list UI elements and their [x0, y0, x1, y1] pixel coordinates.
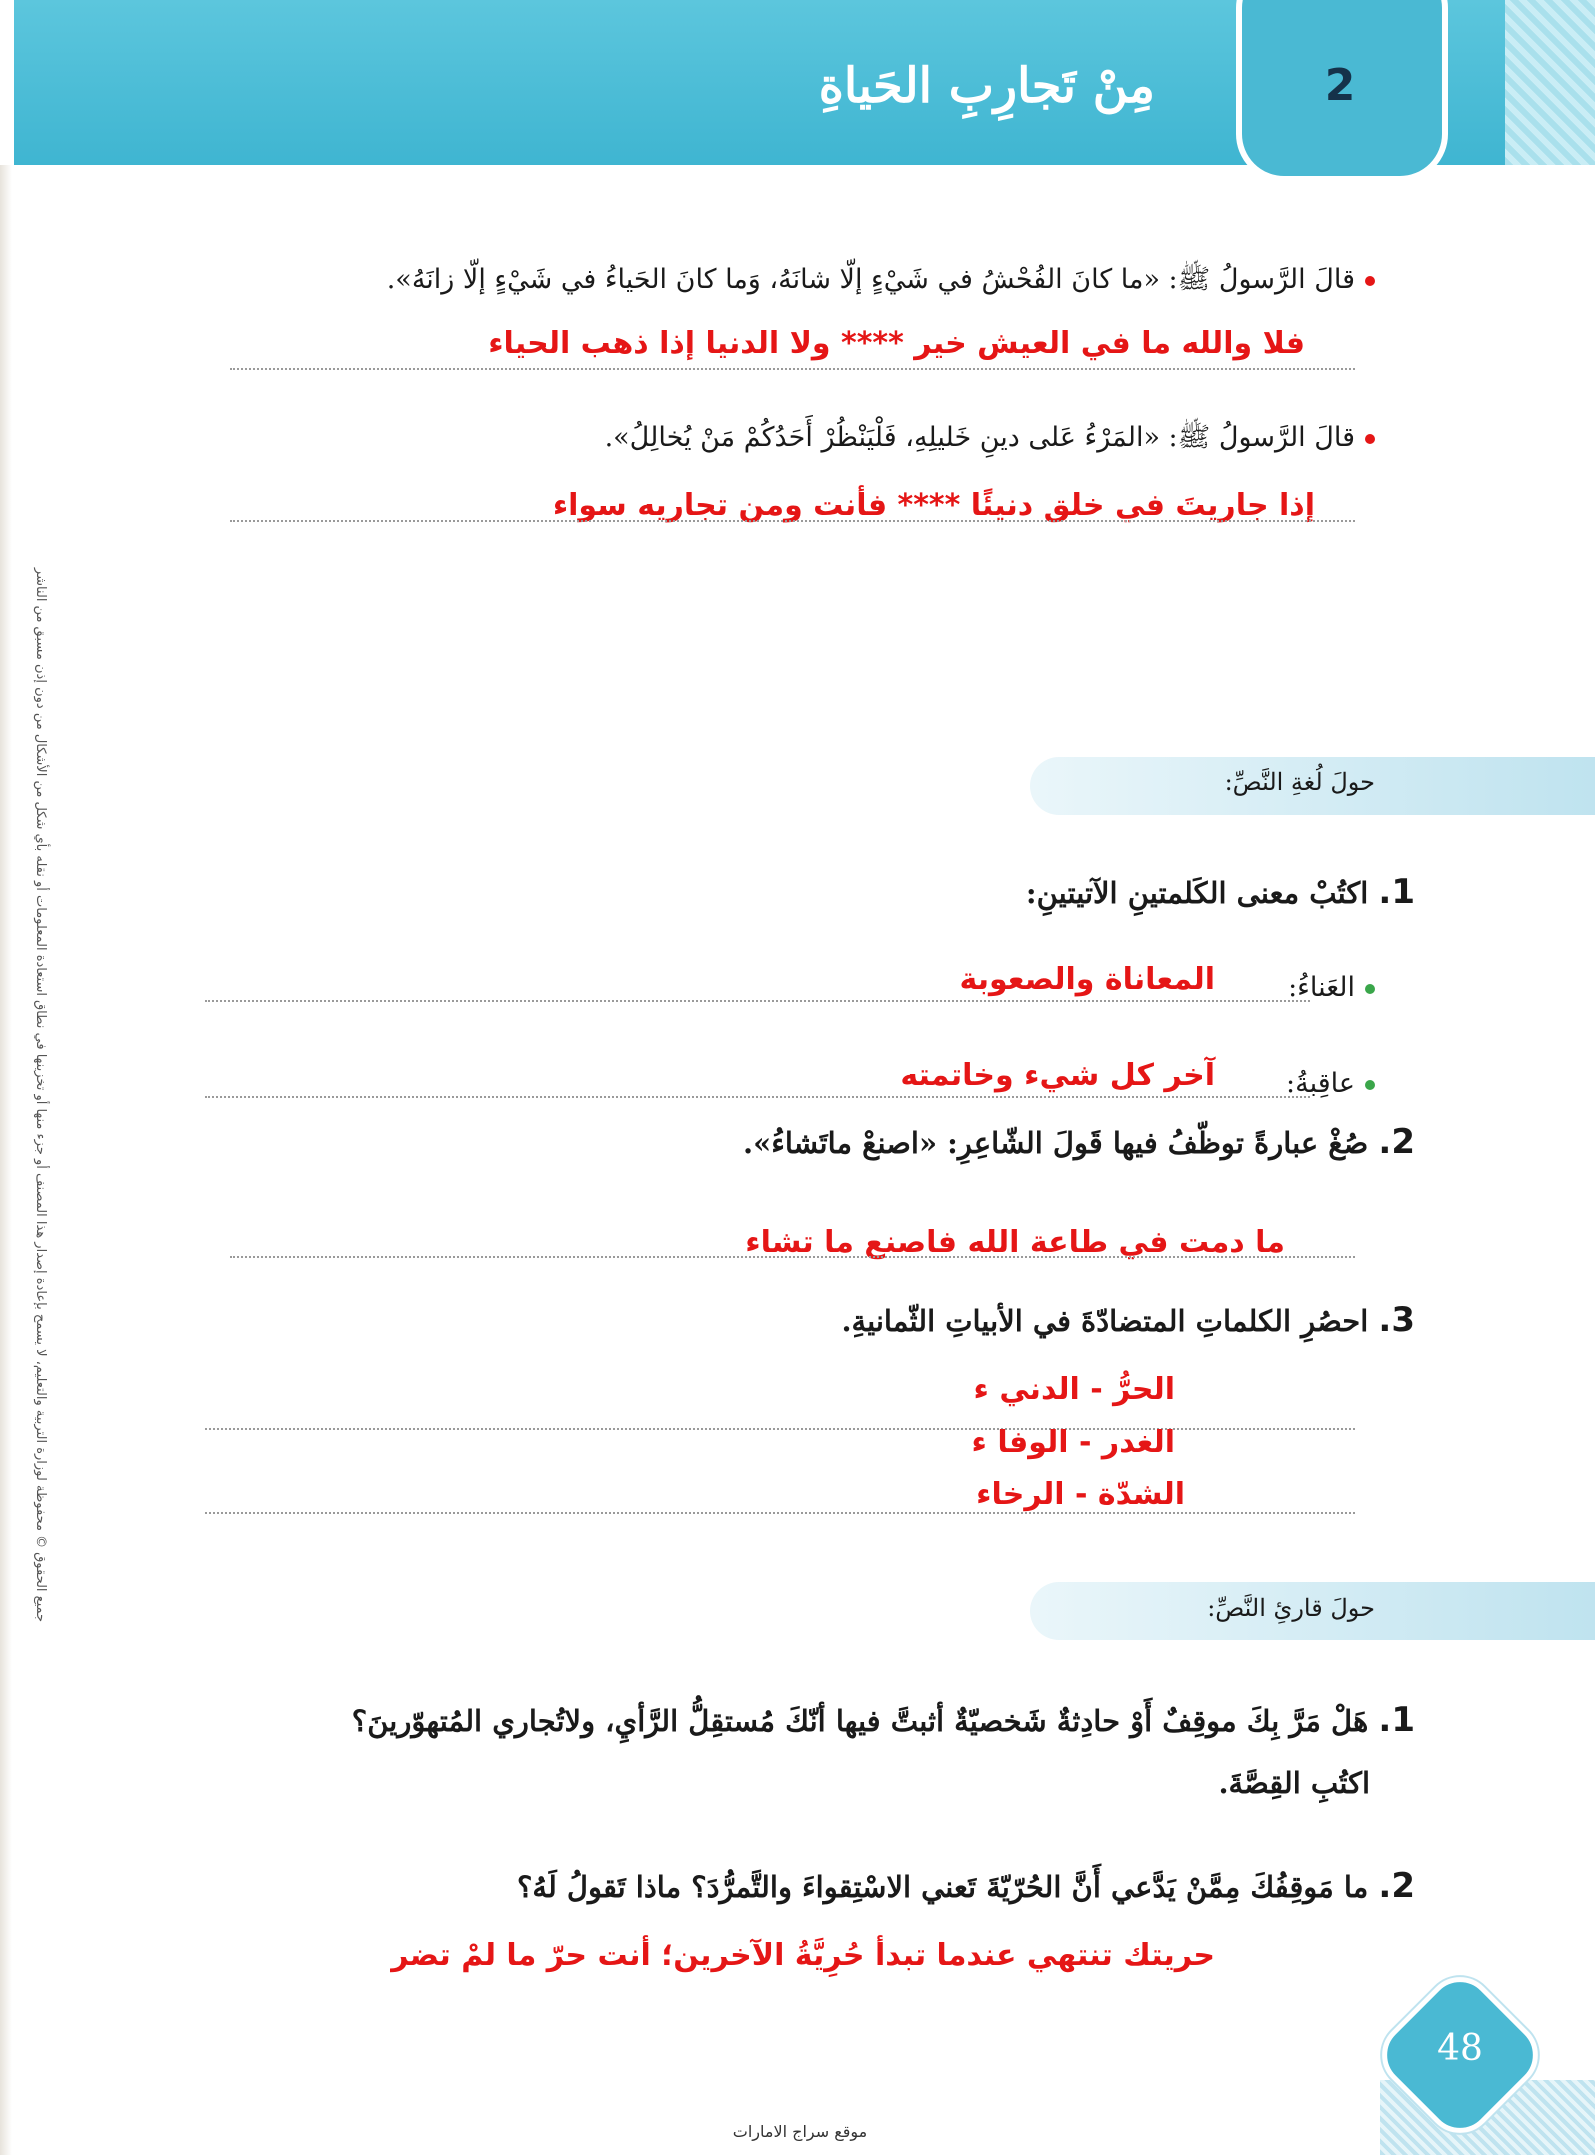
answer-line	[230, 368, 1355, 370]
bullet-icon	[1365, 1080, 1375, 1090]
copyright-note: جميع الحقوق © محفوظة لوزارة التربية والتعليم، لا يسمح بإعادة إصدار هذا المصنف أو جزء منها أو تخزينها في نطاق استعادة المعلومات أو نقله بأي شكل من الأشكال من دون إذن مسبق من الناشر	[33, 567, 48, 1623]
answer-line	[205, 1512, 1355, 1514]
reader-question-2	[517, 1866, 1415, 1906]
question-text: احصُرِ الكلماتِ المتضادّةَ في الأبياتِ الثّمانيةِ.	[841, 1304, 1369, 1338]
question-text: هَلْ مَرَّ بِكَ موقِفٌ أَوْ حادِثةٌ شَخصيّةٌ أثبتَّ فيها أنّكَ مُستقِلُّ الرَّأيِ، ولاتُجاري المُتهوّرينَ؟	[351, 1704, 1369, 1738]
reader-question-1	[352, 1700, 1415, 1740]
q2-answer: ما دمت في طاعة الله فاصنع ما تشاء	[745, 1225, 1285, 1260]
reader-q2-answer: حريتك تنتهي عندما تبدأ حُرِيَّةُ الآخرين؛ أنت حرّ ما لمْ تضر	[391, 1938, 1215, 1973]
answer-line	[205, 1428, 1355, 1430]
page-edge	[0, 165, 12, 2155]
question-2	[743, 1122, 1415, 1162]
question-number: 1.	[1378, 1700, 1415, 1740]
hadith-1	[387, 262, 1375, 302]
vocab-answer-2: آخر كل شيء وخاتمته	[900, 1058, 1215, 1093]
answer-line	[230, 520, 1355, 522]
vocab-word: عاقِبةُ:	[1286, 1068, 1355, 1099]
vocab-answer-1: المعاناة والصعوبة	[959, 962, 1215, 997]
vocab-item-1	[1288, 972, 1375, 1003]
question-text: ما مَوقِفُكَ مِمَّنْ يَدَّعي أَنَّ الحُرّيّةَ تَعني الاسْتِقواءَ والتَّمرُّدَ؟ ماذا تَقولُ لَهُ؟	[517, 1870, 1369, 1904]
question-3	[841, 1300, 1415, 1340]
answer-line	[205, 1000, 1310, 1002]
bullet-icon	[1365, 434, 1375, 444]
footer-site-name: موقع سراج الامارات	[732, 2122, 868, 2141]
page-number: 48	[1437, 2028, 1483, 2069]
antonym-pair-2: الغدر - الوفا ء	[971, 1425, 1175, 1460]
hadith-2-text: قالَ الرَّسولُ ﷺ: «المَرْءُ عَلى دينِ خَليلِهِ، فَلْيَنْظُرْ أَحَدُكُمْ مَنْ يُخالِلُ».	[604, 422, 1355, 453]
reader-question-1-line2: اكتُبِ القِصَّةَ.	[1218, 1766, 1370, 1800]
bullet-icon	[1365, 276, 1375, 286]
answer-line	[230, 1256, 1355, 1258]
answer-line	[205, 1096, 1310, 1098]
vocab-word: العَناءُ:	[1288, 972, 1355, 1003]
question-text: صُغْ عبارةً توظّفُ فيها قَولَ الشّاعِرِ: «اصنعْ ماتَشاءُ».	[742, 1126, 1369, 1160]
hadith-2	[605, 420, 1375, 460]
hadith-2-answer: إذا جاريتَ في خلق دنيئًا **** فأنت ومن تجاريه سواء	[552, 488, 1315, 523]
section-label-reader: حولَ قارئِ النَّصِّ:	[1207, 1594, 1375, 1622]
question-number: 2.	[1378, 1866, 1415, 1906]
question-1	[1026, 872, 1415, 912]
section-label-language: حولَ لُغةِ النَّصِّ:	[1224, 768, 1375, 796]
question-number: 2.	[1378, 1122, 1415, 1162]
bullet-icon	[1365, 984, 1375, 994]
antonym-pair-3: الشدّة - الرخاء	[976, 1477, 1185, 1512]
question-number: 1.	[1378, 872, 1415, 912]
unit-title: مِنْ تَجارِبِ الحَياةِ	[818, 58, 1155, 114]
header-pattern	[1505, 0, 1595, 165]
question-text: اكتُبْ معنى الكَلمتينِ الآتيتينِ:	[1025, 876, 1369, 910]
antonym-pair-1: الحرُّ - الدني ء	[973, 1372, 1175, 1407]
unit-number: 2	[1324, 60, 1356, 111]
header-left-strip	[0, 0, 14, 165]
vocab-item-2	[1286, 1068, 1375, 1099]
question-number: 3.	[1378, 1300, 1415, 1340]
hadith-1-answer: فلا والله ما في العيش خير **** ولا الدنيا إذا ذهب الحياء	[488, 326, 1305, 361]
hadith-1-text: قالَ الرَّسولُ ﷺ: «ما كانَ الفُحْشُ في شَيْءٍ إلّا شانَهُ، وَما كانَ الحَياءُ في شَيْءٍ إلّا زانَهُ».	[386, 264, 1355, 295]
